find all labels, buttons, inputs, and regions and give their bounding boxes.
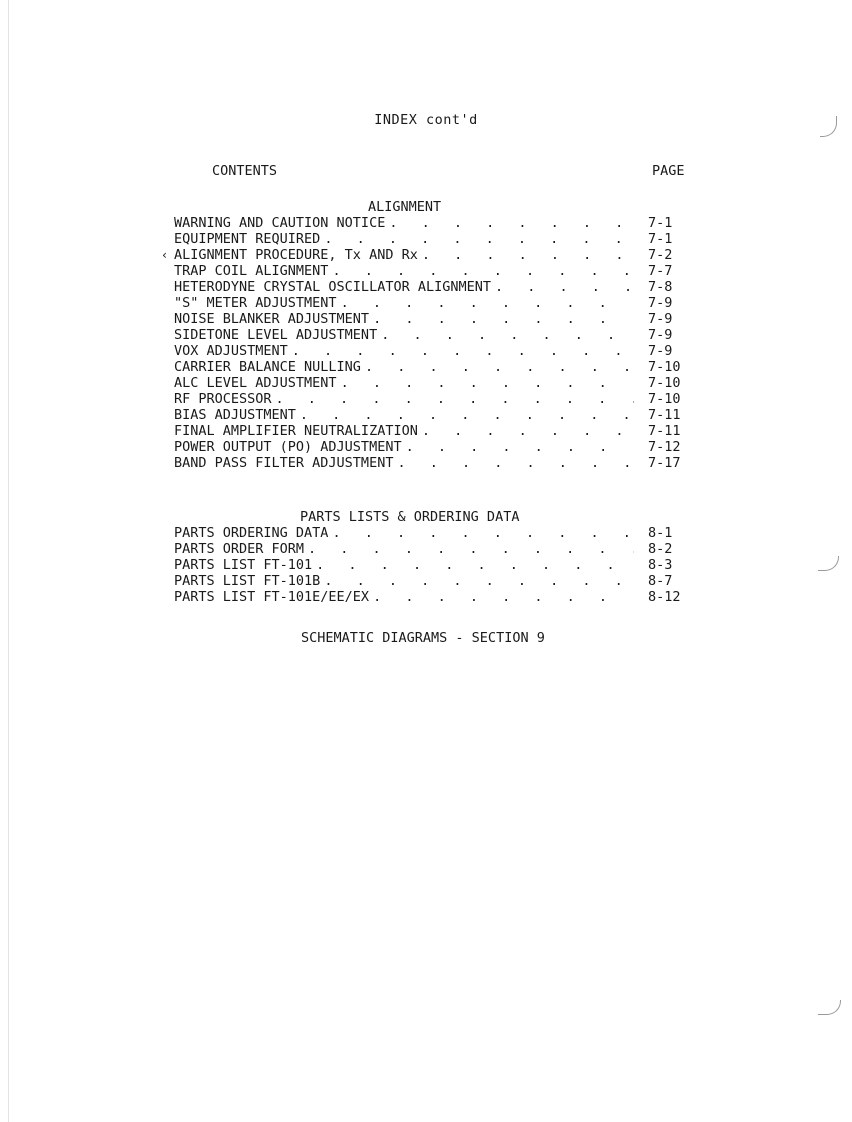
dot-leader	[288, 343, 634, 359]
dot-leader	[369, 589, 634, 605]
toc-row[interactable]	[174, 423, 694, 439]
toc-page: 7-10	[648, 375, 681, 391]
toc-label: POWER OUTPUT (PO) ADJUSTMENT	[174, 439, 402, 455]
toc-page: 8-12	[648, 589, 681, 605]
dot-leader	[320, 573, 634, 589]
toc-row[interactable]	[174, 455, 694, 471]
toc-page: 8-3	[648, 557, 673, 573]
margin-mark	[818, 556, 839, 571]
toc-page: 7-2	[648, 247, 673, 263]
toc-row[interactable]	[174, 407, 694, 423]
toc-row[interactable]	[174, 295, 694, 311]
toc-page: 7-9	[648, 311, 673, 327]
toc-label: ALC LEVEL ADJUSTMENT	[174, 375, 337, 391]
dot-leader	[402, 439, 634, 455]
dot-leader	[328, 525, 634, 541]
toc-label: PARTS ORDERING DATA	[174, 525, 329, 541]
toc-label: FINAL AMPLIFIER NEUTRALIZATION	[174, 423, 418, 439]
toc-page: 7-12	[648, 439, 681, 455]
dot-leader	[361, 359, 634, 375]
toc-row[interactable]	[174, 589, 694, 605]
toc-label: PARTS LIST FT-101E/EE/EX	[174, 589, 370, 605]
parts-section	[174, 509, 694, 605]
toc-page: 7-17	[648, 455, 681, 471]
toc-label: WARNING AND CAUTION NOTICE	[174, 215, 386, 231]
toc-label: EQUIPMENT REQUIRED	[174, 231, 321, 247]
toc-label: PARTS LIST FT-101	[174, 557, 313, 573]
margin-tick-mark: ‹	[161, 248, 169, 262]
dot-leader	[418, 423, 634, 439]
page-column-header: PAGE	[652, 163, 685, 179]
toc-label: PARTS LIST FT-101B	[174, 573, 321, 589]
page-edge-line	[8, 0, 9, 1122]
toc-page: 7-10	[648, 391, 681, 407]
toc-label: VOX ADJUSTMENT	[174, 343, 288, 359]
dot-leader	[304, 541, 634, 557]
toc-label: HETERODYNE CRYSTAL OSCILLATOR ALIGNMENT	[174, 279, 491, 295]
toc-label: "S" METER ADJUSTMENT	[174, 295, 337, 311]
toc-row[interactable]	[174, 525, 694, 541]
dot-leader	[369, 311, 634, 327]
toc-row[interactable]	[174, 439, 694, 455]
toc-row[interactable]	[174, 311, 694, 327]
toc-page: 8-7	[648, 573, 673, 589]
dot-leader	[393, 455, 634, 471]
toc-label: ALIGNMENT PROCEDURE, Tx AND Rx	[174, 247, 418, 263]
toc-row[interactable]	[174, 231, 694, 247]
toc-page: 7-1	[648, 231, 673, 247]
toc-page: 7-9	[648, 327, 673, 343]
toc-page: 7-9	[648, 343, 673, 359]
toc-row[interactable]	[174, 541, 694, 557]
toc-label: RF PROCESSOR	[174, 391, 272, 407]
toc-row[interactable]	[174, 573, 694, 589]
toc-row[interactable]	[174, 359, 694, 375]
contents-column-header: CONTENTS	[212, 163, 278, 179]
alignment-heading: ALIGNMENT	[368, 199, 442, 215]
toc-row[interactable]	[174, 263, 694, 279]
dot-leader	[272, 391, 634, 407]
page-title: INDEX cont'd	[374, 112, 478, 128]
toc-row[interactable]	[174, 557, 694, 573]
toc-row[interactable]	[174, 343, 694, 359]
toc-row[interactable]	[174, 247, 694, 263]
toc-label: PARTS ORDER FORM	[174, 541, 305, 557]
toc-page: 7-9	[648, 295, 673, 311]
toc-row[interactable]	[174, 391, 694, 407]
toc-label: CARRIER BALANCE NULLING	[174, 359, 361, 375]
dot-leader	[320, 231, 634, 247]
alignment-section	[174, 199, 694, 471]
toc-page: 8-2	[648, 541, 673, 557]
dot-leader	[377, 327, 634, 343]
toc-page: 7-11	[648, 407, 681, 423]
toc-page: 7-11	[648, 423, 681, 439]
dot-leader	[296, 407, 634, 423]
toc-row[interactable]	[174, 375, 694, 391]
dot-leader	[385, 215, 634, 231]
toc-label: TRAP COIL ALIGNMENT	[174, 263, 329, 279]
dot-leader	[337, 295, 634, 311]
margin-mark	[818, 1000, 841, 1015]
toc-row[interactable]	[174, 279, 694, 295]
dot-leader	[328, 263, 634, 279]
toc-row[interactable]	[174, 327, 694, 343]
dot-leader	[418, 247, 634, 263]
toc-label: SIDETONE LEVEL ADJUSTMENT	[174, 327, 378, 343]
dot-leader	[337, 375, 634, 391]
toc-page: 8-1	[648, 525, 673, 541]
toc-page: 7-7	[648, 263, 673, 279]
toc-page: 7-8	[648, 279, 673, 295]
toc-label: NOISE BLANKER ADJUSTMENT	[174, 311, 370, 327]
toc-label: BAND PASS FILTER ADJUSTMENT	[174, 455, 394, 471]
toc-page: 7-10	[648, 359, 681, 375]
toc-page: 7-1	[648, 215, 673, 231]
dot-leader	[312, 557, 634, 573]
schematic-diagrams-entry[interactable]: SCHEMATIC DIAGRAMS - SECTION 9	[301, 630, 545, 646]
parts-heading: PARTS LISTS & ORDERING DATA	[300, 509, 520, 525]
dot-leader	[491, 279, 634, 295]
toc-row[interactable]	[174, 215, 694, 231]
toc-label: BIAS ADJUSTMENT	[174, 407, 296, 423]
